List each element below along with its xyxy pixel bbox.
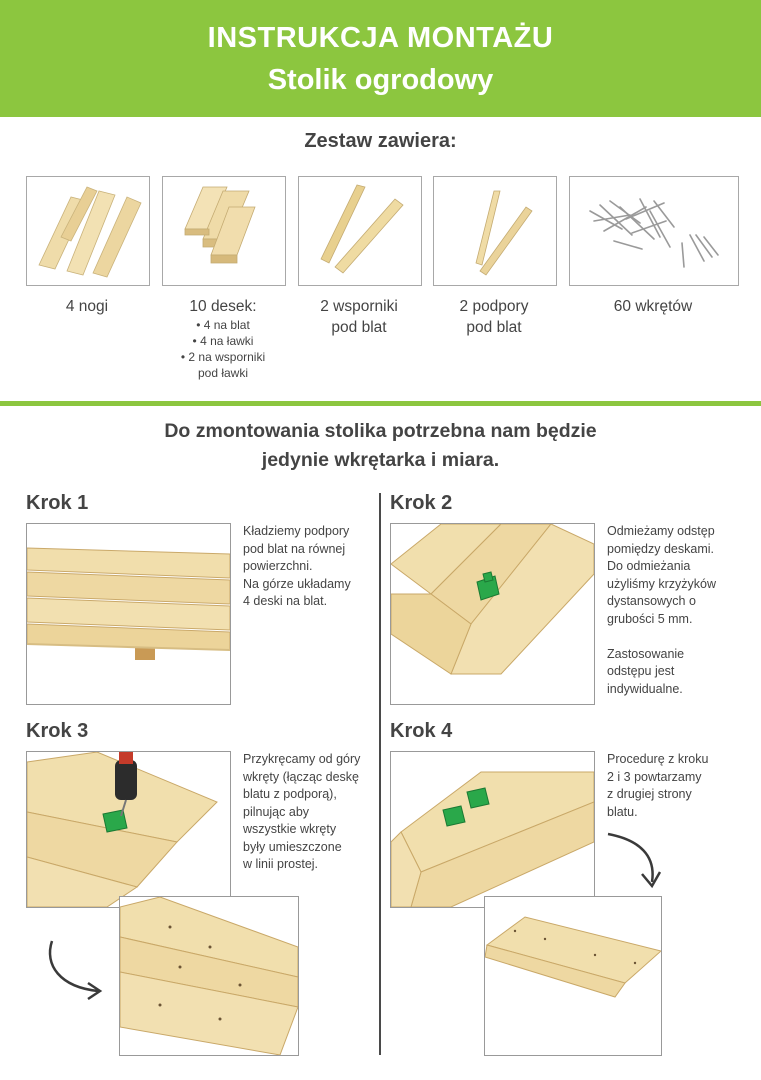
- step-4-line: Procedurę z kroku: [607, 752, 709, 766]
- page-subtitle: Stolik ogrodowy: [267, 64, 494, 96]
- tools-line2: jedynie wkrętarka i miara.: [261, 449, 500, 471]
- step-4-photo: [390, 751, 595, 908]
- tools-line1: Do zmontowania stolika potrzebna nam będzie: [164, 420, 597, 442]
- step-1-line: 4 deski na blat.: [243, 594, 328, 608]
- kit-supports-text: 2 wsporniki: [320, 298, 398, 315]
- page-title: INSTRUKCJA MONTAŻU: [207, 22, 554, 54]
- step-2-photo: [390, 523, 595, 705]
- step-1-title: Krok 1: [26, 492, 89, 514]
- step-3-line: wkręty (łącząc deskę: [243, 769, 360, 784]
- step-4-line: 2 i 3 powtarzamy: [607, 769, 702, 784]
- step-3-line: pilnując aby: [243, 804, 310, 819]
- column-divider: [379, 493, 381, 1055]
- step-1-description: [243, 523, 373, 611]
- step-3-description: [243, 751, 375, 874]
- step-3-title: Krok 3: [26, 720, 89, 742]
- step-3-line: były umieszczone: [243, 839, 342, 854]
- step-1-line: powierzchni.: [243, 559, 313, 573]
- step-4-result-photo: [484, 896, 662, 1056]
- curved-arrow-icon: [40, 935, 110, 1005]
- step-2-line: użyliśmy krzyżyków: [607, 576, 717, 591]
- kit-label-boards: [153, 296, 293, 381]
- step-2-line: Zastosowanie: [607, 646, 685, 661]
- kit-boards-text: 10 desek:: [189, 298, 257, 315]
- kit-label-screws: [583, 296, 723, 317]
- step-2-line: Odmieżamy odstęp: [607, 524, 715, 538]
- kit-legs-text: 4 nogi: [65, 298, 109, 315]
- kit-label-legs: [17, 296, 157, 317]
- kit-image-braces: [433, 176, 557, 286]
- kit-boards-sub: • 2 na wsporniki: [180, 350, 266, 364]
- step-2-line: grubości 5 mm.: [607, 611, 693, 626]
- step-2-line: indywidualne.: [607, 681, 683, 696]
- kit-image-screws: [569, 176, 739, 286]
- kit-boards-sub: pod ławki: [197, 366, 249, 380]
- kit-image-legs: [26, 176, 150, 286]
- section-divider: [0, 401, 761, 406]
- tools-note: [0, 417, 761, 475]
- kit-label-braces: [424, 296, 564, 338]
- kit-screws-text: 60 wkrętów: [613, 298, 693, 315]
- step-2-description: [607, 523, 757, 698]
- kit-braces-text2: pod blat: [466, 319, 522, 336]
- kit-label-supports: [289, 296, 429, 338]
- step-1-line: Kładziemy podpory: [243, 524, 350, 538]
- step-3-line: wszystkie wkręty: [243, 822, 337, 836]
- curved-arrow-icon: [600, 826, 670, 896]
- kit-boards-sub: • 4 na blat: [196, 318, 250, 332]
- step-4-description: [607, 751, 747, 821]
- step-4-line: z drugiej strony: [607, 787, 692, 801]
- step-1-photo: [26, 523, 231, 705]
- step-1-line: Na górze układamy: [243, 576, 351, 591]
- kit-boards-sub: • 4 na ławki: [192, 334, 254, 348]
- step-3-line: blatu z podporą),: [243, 787, 337, 801]
- kit-braces-text: 2 podpory: [459, 298, 529, 315]
- kit-supports-text2: pod blat: [331, 319, 387, 336]
- step-3-line: Przykręcamy od góry: [243, 752, 361, 766]
- step-2-line: dystansowych o: [607, 594, 696, 608]
- step-4-line: blatu.: [607, 804, 638, 819]
- step-1-line: pod blat na równej: [243, 541, 346, 556]
- kit-image-supports: [298, 176, 422, 286]
- step-3-photo: [26, 751, 231, 908]
- step-2-line: pomiędzy deskami.: [607, 541, 714, 556]
- kit-title: Zestaw zawiera:: [304, 130, 457, 152]
- step-4-title: Krok 4: [390, 720, 453, 742]
- step-2-line: Do odmieżania: [607, 559, 691, 573]
- header-banner: [0, 0, 761, 117]
- kit-image-boards: [162, 176, 286, 286]
- step-3-result-photo: [119, 896, 299, 1056]
- step-3-line: w linii prostej.: [243, 857, 319, 871]
- step-2-title: Krok 2: [390, 492, 453, 514]
- step-2-spacer: [607, 628, 757, 646]
- step-2-line: odstępu jest: [607, 664, 675, 678]
